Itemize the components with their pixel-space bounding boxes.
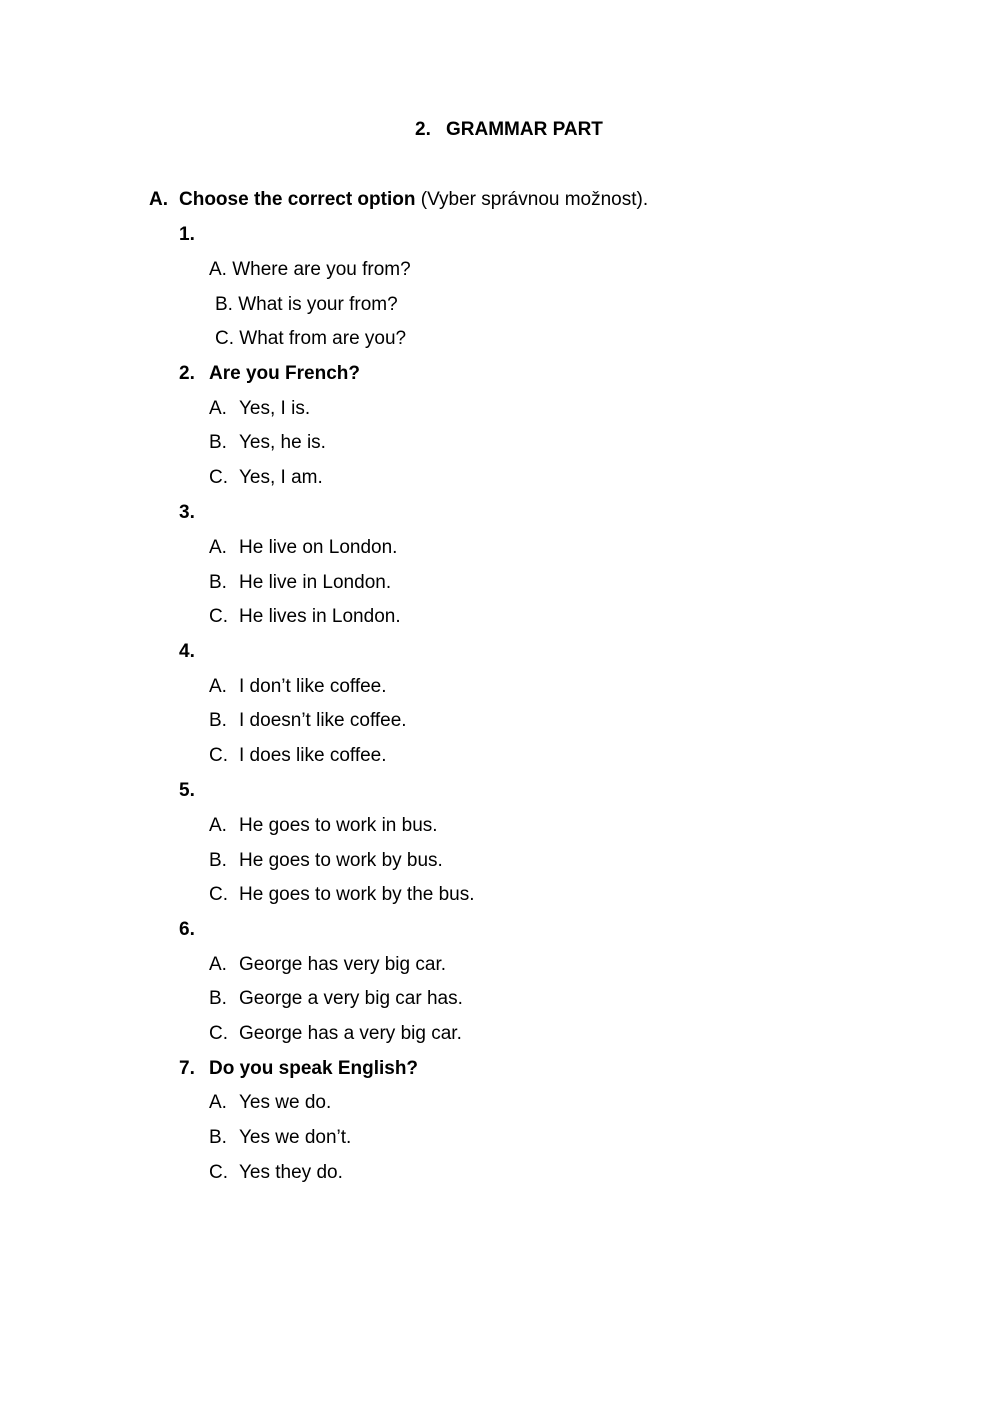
- option-text: Yes we don’t.: [239, 1127, 352, 1148]
- section-letter: A.: [149, 189, 168, 210]
- option-letter: B.: [209, 432, 227, 453]
- option-text: He goes to work by bus.: [239, 850, 443, 871]
- question-number: 6.: [179, 919, 195, 940]
- section-subtitle: (Vyber správnou možnost).: [420, 189, 649, 210]
- option-letter: A.: [209, 1092, 227, 1113]
- question-3-option-a: [209, 536, 397, 560]
- question-2-option-a: [209, 397, 310, 421]
- option-letter: B.: [209, 1127, 227, 1148]
- heading-number: 2.: [415, 119, 431, 140]
- option-text: He goes to work in bus.: [239, 815, 438, 836]
- question-number: 7.: [179, 1058, 195, 1079]
- question-number: 2.: [179, 363, 195, 384]
- question-number: 5.: [179, 780, 195, 801]
- option-letter: C.: [209, 1162, 228, 1183]
- question-2-option-b: [209, 431, 326, 455]
- question-3-option-c: [209, 605, 401, 629]
- option-letter: C.: [209, 745, 228, 766]
- option-letter: A.: [209, 676, 227, 697]
- option-text: He live on London.: [239, 537, 398, 558]
- question-5: [179, 779, 209, 803]
- option-text: George has very big car.: [239, 954, 446, 975]
- heading-title: GRAMMAR PART: [446, 119, 603, 140]
- option-text: He goes to work by the bus.: [239, 884, 475, 905]
- option-letter: B.: [209, 850, 227, 871]
- option-letter: B.: [209, 988, 227, 1009]
- option-letter: A.: [209, 537, 227, 558]
- option-letter: C.: [209, 606, 228, 627]
- section-instruction: [149, 188, 648, 212]
- question-4-option-a: [209, 675, 387, 699]
- question-7: [179, 1057, 418, 1081]
- question-6-option-c: [209, 1022, 462, 1046]
- option-text: He live in London.: [239, 572, 392, 593]
- option-text: Yes they do.: [239, 1162, 343, 1183]
- question-5-option-a: [209, 814, 438, 838]
- question-6: [179, 918, 209, 942]
- option-text: Yes, I is.: [239, 398, 311, 419]
- option-text: George has a very big car.: [239, 1023, 462, 1044]
- option-text: Yes, I am.: [239, 467, 323, 488]
- question-3-option-b: [209, 571, 391, 595]
- page-heading: [0, 118, 1000, 190]
- question-7-option-b: [209, 1126, 351, 1150]
- option-text: I does like coffee.: [239, 745, 387, 766]
- question-5-option-b: [209, 849, 443, 873]
- option-letter: B.: [209, 572, 227, 593]
- question-number: 1.: [179, 224, 195, 245]
- question-4-option-b: [209, 709, 407, 733]
- question-text: Do you speak English?: [209, 1058, 419, 1079]
- question-6-option-a: [209, 953, 446, 977]
- question-6-option-b: [209, 987, 463, 1011]
- option-text: He lives in London.: [239, 606, 401, 627]
- option-letter: A.: [209, 398, 227, 419]
- question-number: 3.: [179, 502, 195, 523]
- question-3: [179, 501, 209, 525]
- option-letter: B.: [209, 710, 227, 731]
- option-letter: C.: [209, 467, 228, 488]
- question-7-option-a: [209, 1091, 331, 1115]
- section-title: Choose the correct option: [179, 189, 416, 210]
- question-1: [179, 223, 209, 247]
- option-text: George a very big car has.: [239, 988, 463, 1009]
- question-1-option-a: A. Where are you from?: [209, 259, 411, 280]
- question-7-option-c: [209, 1161, 343, 1185]
- option-letter: C.: [209, 1023, 228, 1044]
- option-letter: C.: [209, 884, 228, 905]
- question-1-option-c: C. What from are you?: [215, 328, 407, 349]
- question-4: [179, 640, 209, 664]
- option-letter: A.: [209, 954, 227, 975]
- question-number: 4.: [179, 641, 195, 662]
- option-text: Yes, he is.: [239, 432, 326, 453]
- option-text: I don’t like coffee.: [239, 676, 387, 697]
- question-2-option-c: [209, 466, 323, 490]
- option-text: Yes we do.: [239, 1092, 332, 1113]
- option-letter: A.: [209, 815, 227, 836]
- option-text: I doesn’t like coffee.: [239, 710, 407, 731]
- question-1-option-b: B. What is your from?: [215, 294, 398, 315]
- question-2: [179, 362, 360, 386]
- question-text: Are you French?: [209, 363, 360, 384]
- question-4-option-c: [209, 744, 387, 768]
- question-5-option-c: [209, 883, 475, 907]
